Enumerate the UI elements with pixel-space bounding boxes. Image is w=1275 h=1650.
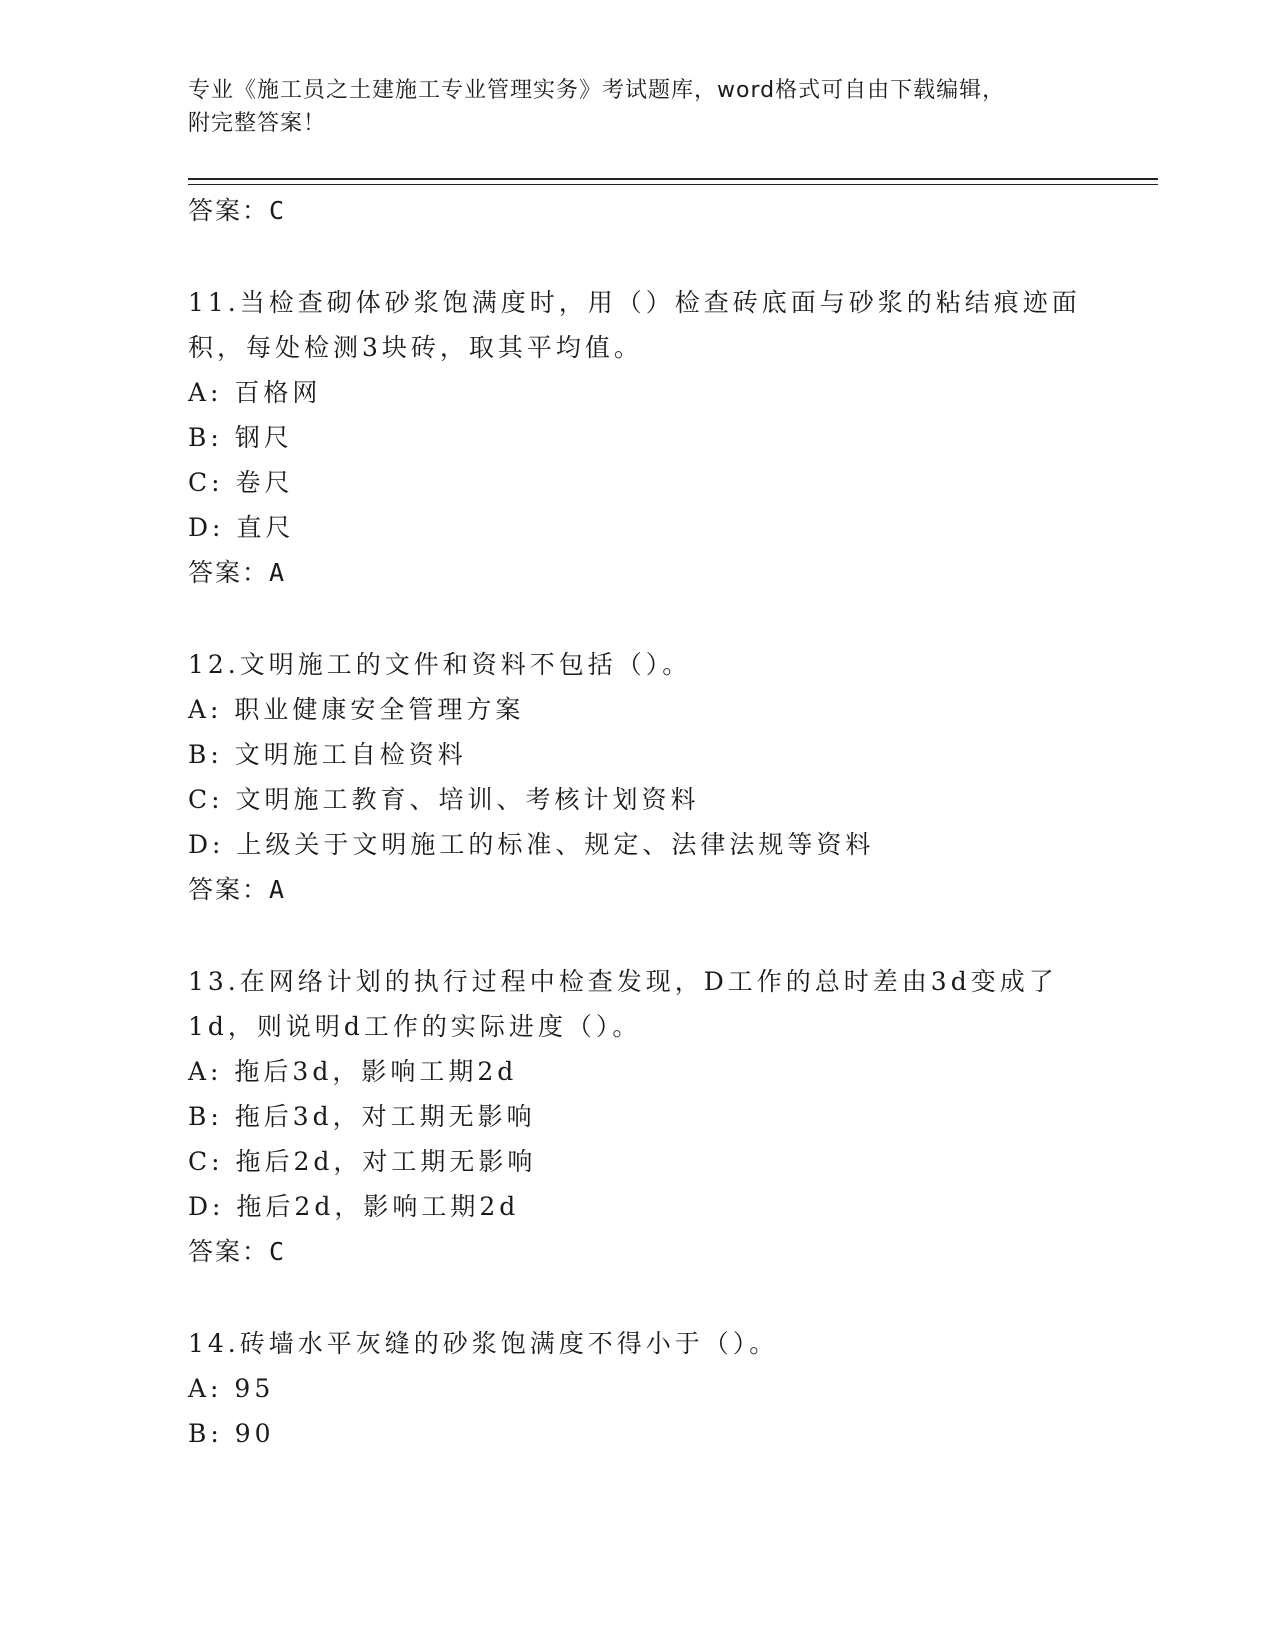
answer-line [188,550,1108,595]
answer-line [188,1229,1108,1274]
option-c: C: 拖后2d，对工期无影响 [188,1147,537,1176]
option-a: A: 百格网 [188,378,322,407]
option-c: C: 文明施工教育、培训、考核计划资料 [188,785,700,814]
option-b: B: 钢尺 [188,423,293,452]
question-text: 14.砖墙水平灰缝的砂浆饱满度不得小于（）。 [188,1329,779,1358]
option-b: B: 拖后3d，对工期无影响 [188,1102,536,1131]
option-a: A: 拖后3d，影响工期2d [188,1057,518,1086]
option-b: B: 90 [188,1419,275,1448]
spacer [188,233,1108,280]
header-divider-thick [188,178,1158,180]
question-text: 积，每处检测3块砖，取其平均值。 [188,333,643,362]
answer-value: C [269,196,287,225]
question-12 [188,642,1108,912]
question-text: 13.在网络计划的执行过程中检查发现，D工作的总时差由3d变成了 [188,967,1058,996]
option-a: A: 职业健康安全管理方案 [188,695,525,724]
answer-line-prev [188,188,1108,233]
document-header [188,74,1088,140]
question-text: 11.当检查砌体砂浆饱满度时，用（）检查砖底面与砂浆的粘结痕迹面 [188,288,1081,317]
option-c: C: 卷尺 [188,468,294,497]
header-line-2: 附完整答案！ [188,111,327,136]
answer-label: 答案： [188,196,270,225]
option-b: B: 文明施工自检资料 [188,740,467,769]
question-11 [188,280,1108,595]
option-a: A: 95 [188,1374,275,1403]
spacer [188,1274,1108,1321]
option-d: D: 拖后2d，影响工期2d [188,1192,520,1221]
spacer [188,912,1108,959]
spacer [188,595,1108,642]
header-line-1: 专业《施工员之土建施工专业管理实务》考试题库，word格式可自由下载编辑， [188,78,1006,103]
answer-label: 答案： [188,875,270,904]
answer-value: A [269,558,287,587]
answer-label: 答案： [188,558,270,587]
question-text: 1d，则说明d工作的实际进度（）。 [188,1012,642,1041]
question-14 [188,1321,1108,1456]
option-d: D: 上级关于文明施工的标准、规定、法律法规等资料 [188,830,875,859]
answer-line [188,867,1108,912]
question-content [188,188,1108,1456]
answer-value: A [269,875,287,904]
header-divider-thin [188,184,1158,185]
answer-value: C [269,1237,287,1266]
option-d: D: 直尺 [188,513,295,542]
question-text: 12.文明施工的文件和资料不包括（）。 [188,650,692,679]
answer-label: 答案： [188,1237,270,1266]
question-13 [188,959,1108,1274]
